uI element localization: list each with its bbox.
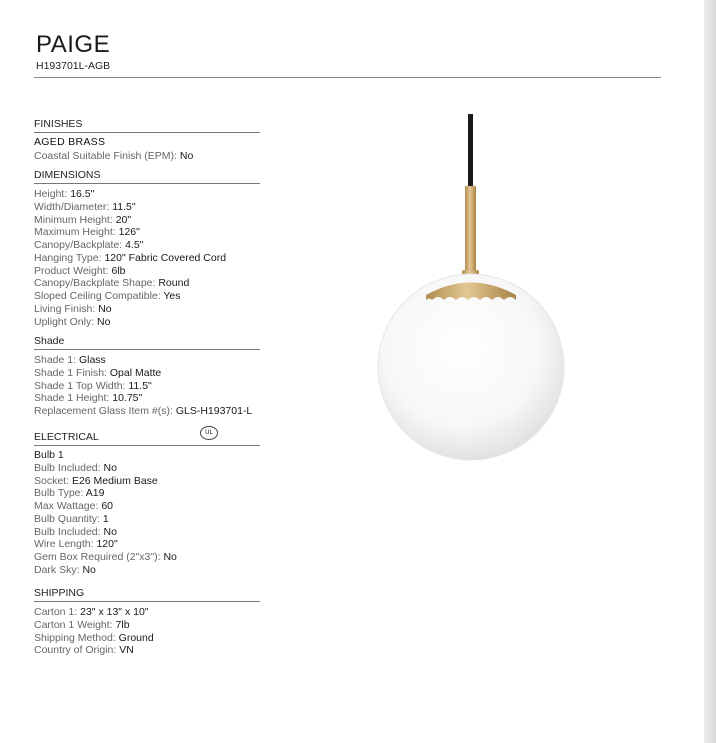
electrical-rows: [34, 462, 260, 577]
spec-value: 120" Fabric Covered Cord: [104, 251, 227, 264]
spec-value: 120": [96, 538, 118, 551]
spec-row: [34, 380, 260, 393]
spec-label: Country of Origin:: [34, 644, 117, 657]
spec-label: Canopy/Backplate:: [34, 239, 123, 251]
finish-name: AGED BRASS: [34, 136, 106, 148]
pendant-lamp-image: [370, 110, 580, 470]
spec-value: 60: [101, 500, 113, 512]
spec-value: 6lb: [111, 264, 126, 277]
spec-row: [34, 475, 260, 488]
dimensions-rows: [34, 188, 260, 328]
spec-value: 126": [118, 226, 140, 239]
spec-value: 11.5": [112, 200, 136, 213]
spec-label: Wire Length:: [34, 538, 94, 551]
spec-row: [34, 644, 260, 657]
spec-label: Shade 1 Finish:: [34, 366, 107, 379]
spec-row: [34, 214, 260, 227]
spec-label: Replacement Glass Item #(s):: [34, 405, 173, 417]
spec-label: Bulb Quantity:: [34, 512, 100, 525]
spec-value: No: [98, 302, 112, 315]
spec-label: Bulb Included:: [34, 525, 101, 538]
spec-value: Glass: [78, 354, 106, 366]
spec-label: Width/Diameter:: [34, 200, 110, 213]
spec-row: [34, 632, 260, 645]
spec-row: [34, 405, 260, 418]
spec-row: [34, 619, 260, 632]
section-heading: Shade: [34, 335, 260, 350]
spec-row: [34, 150, 260, 163]
spec-value: 20": [115, 213, 132, 226]
spec-value: No: [97, 315, 111, 328]
spec-label: Dark Sky:: [34, 563, 80, 576]
spec-value: A19: [85, 487, 105, 500]
spec-row: [34, 606, 260, 619]
spec-row: [34, 538, 260, 551]
spec-row: [34, 277, 260, 290]
spec-value: VN: [119, 644, 134, 657]
spec-value: No: [82, 563, 96, 576]
spec-row: [34, 526, 260, 539]
opal-glass-globe: [378, 274, 564, 460]
spec-label: Shipping Method:: [34, 631, 116, 644]
spec-label: Carton 1 Weight:: [34, 618, 113, 631]
spec-label: Bulb Type:: [34, 487, 84, 500]
spec-label: Product Weight:: [34, 264, 109, 277]
spec-value: 4.5": [125, 239, 144, 251]
shade-rows: [34, 354, 260, 418]
spec-label: Canopy/Backplate Shape:: [34, 277, 156, 290]
spec-label: Sloped Ceiling Compatible:: [34, 290, 161, 302]
spec-label: Max Wattage:: [34, 500, 99, 512]
spec-row: [34, 551, 260, 564]
spec-value: Yes: [163, 290, 181, 302]
spec-row: [34, 188, 260, 201]
spec-value: 23" x 13" x 10": [80, 606, 149, 618]
section-heading: DIMENSIONS: [34, 169, 260, 184]
finishes-section: [34, 118, 260, 163]
spec-row: [34, 201, 260, 214]
spec-label: Hanging Type:: [34, 251, 102, 264]
spec-value: E26 Medium Base: [71, 474, 158, 487]
product-title: PAIGE: [36, 31, 111, 58]
spec-value: Ground: [118, 631, 154, 644]
spec-row: [34, 354, 260, 367]
spec-label: Living Finish:: [34, 302, 96, 315]
shade-section: [34, 335, 260, 418]
spec-row: [34, 513, 260, 526]
spec-row: [34, 290, 260, 303]
spec-label: Coastal Suitable Finish (EPM):: [34, 149, 177, 162]
spec-label: Shade 1 Top Width:: [34, 379, 126, 392]
finishes-rows: [34, 150, 260, 163]
spec-value: 7lb: [115, 618, 130, 631]
spec-label: Socket:: [34, 474, 70, 487]
spec-row: [34, 564, 260, 577]
spec-value: No: [103, 461, 117, 474]
spec-row: [34, 367, 260, 380]
spec-row: [34, 316, 260, 329]
spec-value: 10.75": [112, 392, 143, 405]
spec-label: Shade 1:: [34, 354, 77, 366]
spec-value: 1: [102, 512, 109, 525]
spec-label: Carton 1:: [34, 606, 78, 618]
spec-row: [34, 500, 260, 513]
spec-value: Round: [158, 277, 190, 290]
spec-value: GLS-H193701-L: [175, 405, 253, 417]
header-divider: [34, 77, 661, 78]
section-heading: SHIPPING: [34, 587, 260, 602]
spec-label: Uplight Only:: [34, 315, 95, 328]
shipping-rows: [34, 606, 260, 657]
dimensions-section: [34, 169, 260, 328]
brass-stem: [465, 186, 476, 276]
spec-row: [34, 462, 260, 475]
spec-value: No: [163, 551, 177, 563]
spec-label: Shade 1 Height:: [34, 392, 110, 405]
spec-value: Opal Matte: [109, 366, 162, 379]
spec-row: [34, 252, 260, 265]
spec-row: [34, 392, 260, 405]
section-heading-text: ELECTRICAL: [34, 431, 99, 443]
bulb-label: Bulb 1: [34, 449, 64, 461]
spec-value: 11.5": [128, 379, 152, 392]
cord: [468, 114, 473, 186]
ul-listed-icon: UL: [200, 426, 218, 440]
spec-label: Height:: [34, 188, 68, 200]
section-heading: FINISHES: [34, 118, 260, 133]
spec-row: [34, 303, 260, 316]
spec-label: Minimum Height:: [34, 213, 113, 226]
section-heading: [34, 431, 260, 446]
spec-value: 16.5": [70, 188, 95, 200]
spec-label: Bulb Included:: [34, 461, 101, 474]
spec-row: [34, 487, 260, 500]
spec-value: No: [179, 149, 194, 162]
spec-label: Maximum Height:: [34, 226, 116, 239]
page-edge-shadow: [704, 0, 716, 743]
shipping-section: [34, 587, 260, 657]
spec-row: [34, 226, 260, 239]
product-sku: H193701L-AGB: [36, 60, 111, 72]
spec-value: No: [103, 525, 117, 538]
spec-row: [34, 265, 260, 278]
spec-row: [34, 239, 260, 252]
spec-label: Gem Box Required (2"x3"):: [34, 551, 161, 563]
electrical-section: [34, 431, 260, 577]
